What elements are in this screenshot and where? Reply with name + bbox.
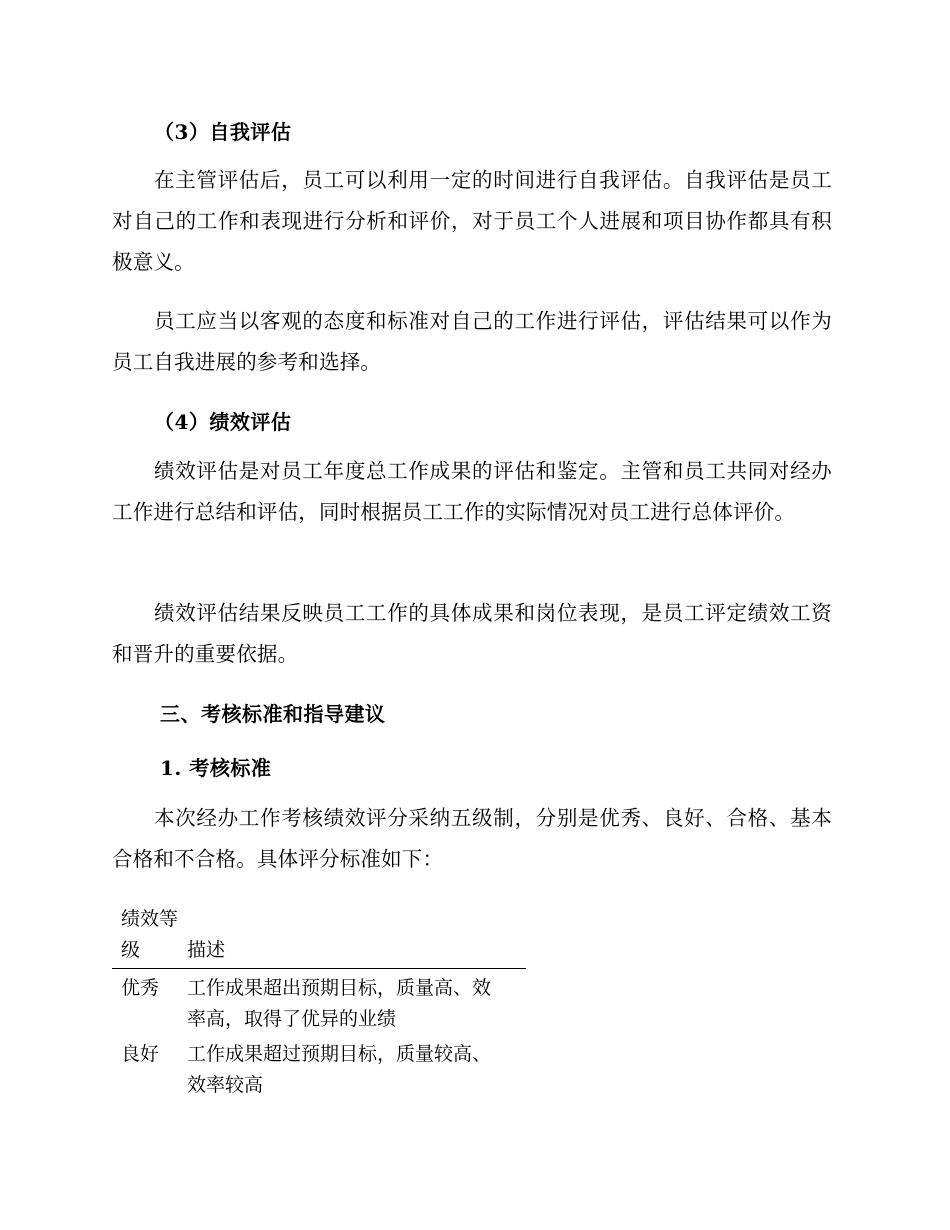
grade-table-header-level: 绩效等级 [112, 904, 187, 969]
grade-desc-cell: 工作成果超过预期目标，质量较高、效率较高 [187, 1043, 492, 1096]
paragraph-performance-evaluation-1: 绩效评估是对员工年度总工作成果的评估和鉴定。主管和员工共同对经办工作进行总结和评估，同时根据员工工作的实际情况对员工进行总体评价。 [112, 459, 832, 524]
table-row [112, 969, 526, 1036]
grade-desc-cell: 工作成果超出预期目标，质量高、效率高，取得了优异的业绩 [187, 977, 492, 1030]
heading-performance-evaluation: （4）绩效评估 [154, 410, 292, 434]
grade-level-cell: 良好 [121, 1043, 160, 1065]
grade-table [112, 904, 526, 1101]
paragraph-standard-intro: 本次经办工作考核绩效评分采纳五级制，分别是优秀、良好、合格、基本合格和不合格。具体评分标准如下： [112, 806, 832, 871]
heading-self-evaluation: （3）自我评估 [154, 120, 292, 144]
paragraph-self-evaluation-1: 在主管评估后，员工可以利用一定的时间进行自我评估。自我评估是员工对自己的工作和表现进行分析和评价，对于员工个人进展和项目协作都具有积极意义。 [112, 168, 832, 274]
paragraph-self-evaluation-2: 员工应当以客观的态度和标准对自己的工作进行评估，评估结果可以作为员工自我进展的参考和选择。 [112, 309, 832, 374]
table-row [112, 1035, 526, 1101]
paragraph-performance-evaluation-2: 绩效评估结果反映员工工作的具体成果和岗位表现，是员工评定绩效工资和晋升的重要依据。 [112, 601, 832, 666]
grade-table-header-row [112, 904, 526, 969]
grade-level-cell: 优秀 [121, 977, 160, 999]
heading-section-three: 三、考核标准和指导建议 [160, 702, 386, 726]
grade-table-header-desc: 描述 [187, 904, 526, 969]
heading-assessment-standard: 1. 考核标准 [160, 756, 272, 780]
